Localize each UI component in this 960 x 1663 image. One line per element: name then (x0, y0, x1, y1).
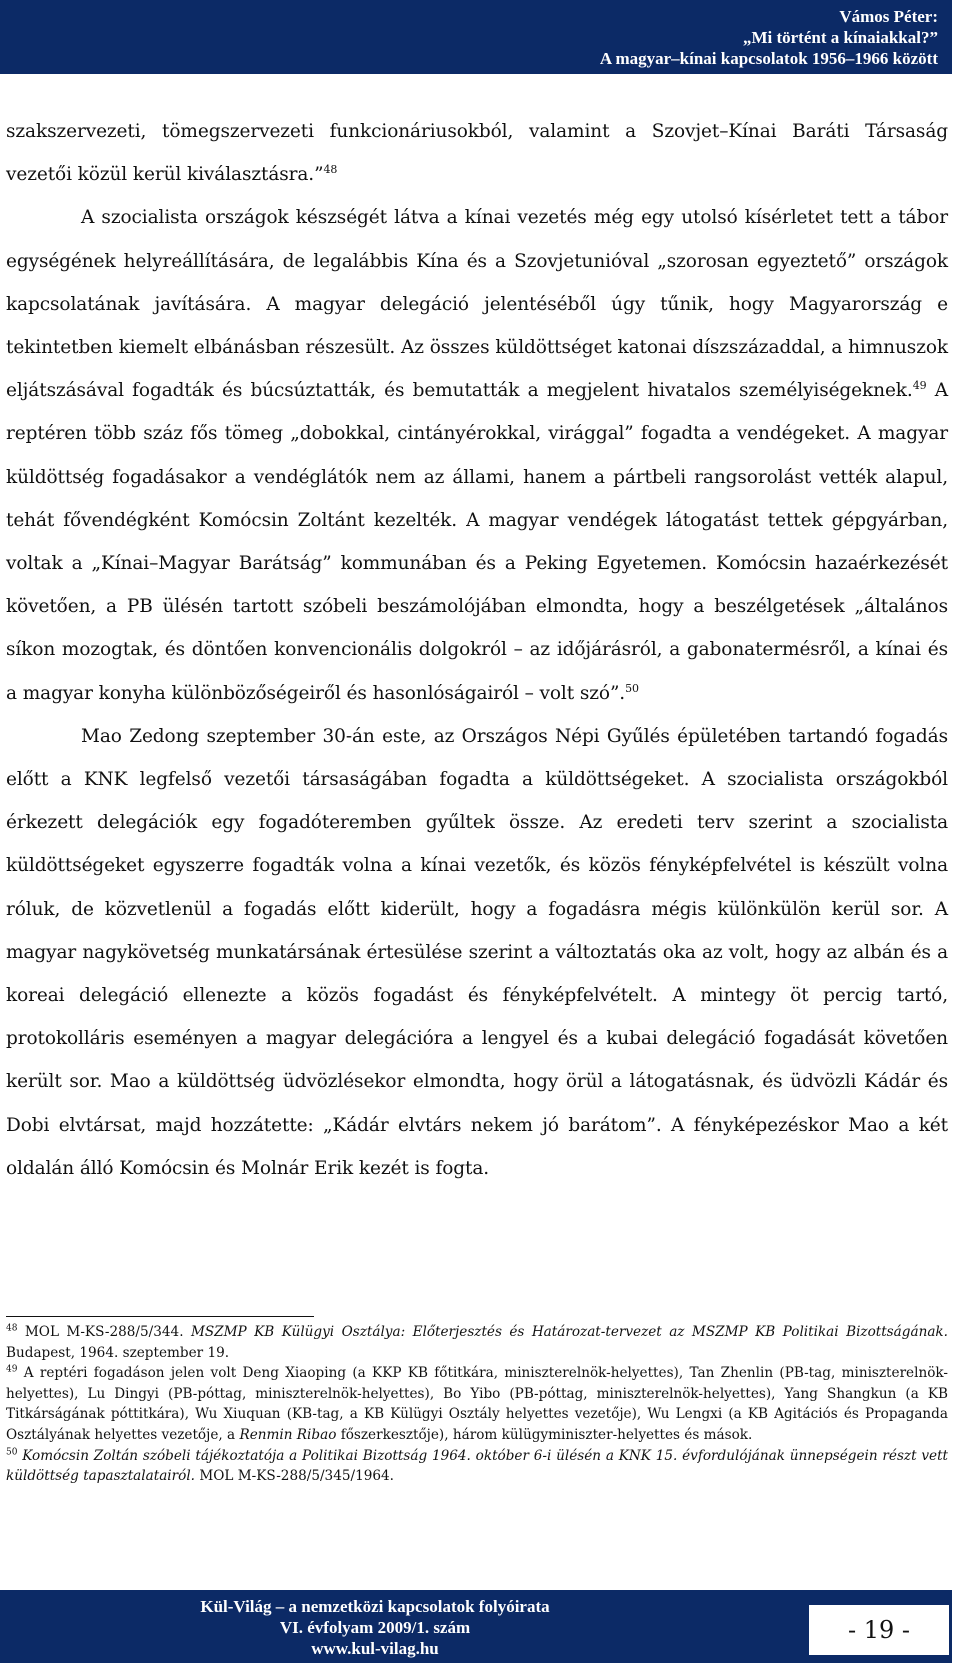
footer-journal-title: Kül-Világ – a nemzetközi kapcsolatok folyóirata (200, 1597, 550, 1616)
footnote-49: $^{49}$ A reptéri fogadáson jelen volt Deng Xiaoping (a KKP KB főtitkára, miniszterelnök-helyettes), Tan Zhenlin (PB-tag, miniszterelnök-helyettes), Lu Dingyi (PB-póttag, miniszterelnök-helyettes), Bo Yibo (PB-póttag, miniszterelnök-helyettes), Yang Shangkun (a KB Titkárságának póttitkára), Wu Xiuquan (KB-tag, a KB Külügyi Osztály helyettes vezetője), Wu Lengxi (a KB Agitációs és Propaganda Osztályának helyettes vezetője, a Renmin Ribao főszerkesztője), három külügyminiszter-helyettes és mások. (6, 1364, 948, 1443)
footnote-ref-48[interactable]: 48 (323, 163, 338, 177)
footnote-ref-49[interactable]: 49 (912, 379, 927, 393)
footnote-48: $^{48}$ MOL M-KS-288/5/344. MSZMP KB Külügyi Osztálya: Előterjesztés és Határozat-tervezet az MSZMP KB Politikai Bizottságának. Budapest, 1964. szeptember 19. (6, 1323, 948, 1361)
paragraph-1: szakszervezeti, tömegszervezeti funkcionáriusokból, valamint a Szovjet–Kínai Baráti Társaság vezetői közül kerül kiválasztásra.”$^{48}$ (6, 121, 948, 186)
footer-issue: VI. évfolyam 2009/1. szám (279, 1618, 471, 1637)
footer-website-link[interactable]: www.kul-vilag.hu (311, 1639, 439, 1658)
footnote-separator (6, 1316, 314, 1317)
header-author: Vámos Péter: (839, 7, 938, 26)
header-citation (600, 6, 938, 69)
page-header (0, 0, 952, 74)
footnote-50: $^{50}$ Komócsin Zoltán szóbeli tájékoztatója a Politikai Bizottság 1964. október 6-i ülésén a KNK 15. évfordulójának ünnepségein részt vett küldöttség tapasztalatairól. MOL M-KS-288/5/345/1964. (6, 1447, 948, 1485)
paragraph-3: Mao Zedong szeptember 30-án este, az Országos Népi Gyűlés épületében tartandó fogadás előtt a KNK legfelső vezetői társaságában fogadta a küldöttségeket. A szocialista országokból érkezett delegációk egy fogadóteremben gyűltek össze. Az eredeti terv szerint a szocialista küldöttségeket egyszerre fogadták volna a kínai vezetők, és közös fényképfelvétel is készült volna róluk, de közvetlenül a fogadás előtt kiderült, hogy a fogadásra mégis különkülön kerül sor. A magyar nagykövetség munkatársának értesülése szerint a változtatás oka az volt, hogy az albán és a koreai delegáció ellenezte a közös fogadást és fényképfelvételt. A mintegy öt percig tartó, protokolláris eseményen a magyar delegációra a lengyel és a kubai delegáció fogadását követően került sor. Mao a küldöttség üdvözlésekor elmondta, hogy örül a látogatásnak, és üdvözli Kádár és Dobi elvtársat, majd hozzátette: „Kádár elvtárs nekem jó barátom”. A fényképezéskor Mao a két oldalán álló Komócsin és Molnár Erik kezét is fogta. (6, 725, 948, 1179)
article-body (6, 110, 948, 1190)
header-title: „Mi történt a kínaiakkal?” (742, 28, 938, 47)
paragraph-2: A szocialista országok készségét látva a kínai vezetés még egy utolsó kísérletet tett a tábor egységének helyreállítására, de legalábbis Kína és a Szovjetunióval „szorosan egyeztető” országok kapcsolatának javítására. A magyar delegáció jelentéséből úgy tűnik, hogy Magyarország e tekintetben kiemelt elbánásban részesült. Az összes küldöttséget katonai díszszázaddal, a himnuszok eljátszásával fogadták és búcsúztatták, és bemutatták a megjelent hivatalos személyiségeknek.$^{49}$ A reptéren több száz fős tömeg „dobokkal, cintányérokkal, virággal” fogadta a vendégeket. A magyar küldöttség fogadásakor a vendéglátók nem az állami, hanem a pártbeli rangsorolást vették alapul, tehát fővendégként Komócsin Zoltánt kezelték. A magyar vendégek látogatást tettek gépgyárban, voltak a „Kínai–Magyar Barátság” kommunában és a Peking Egyetemen. Komócsin hazaérkezését követően, a PB ülésén tartott szóbeli beszámolójában elmondta, hogy a beszélgetések „általános síkon mozogtak, és döntően konvencionális dolgokról – az időjárásról, a gabonatermésről, a kínai és a magyar konyha különbözőségeiről és hasonlóságairól – volt szó”.$^{50}$ (6, 207, 948, 704)
footnotes (6, 1322, 948, 1487)
footnote-ref-50[interactable]: 50 (625, 681, 639, 695)
header-subtitle: A magyar–kínai kapcsolatok 1956–1966 között (599, 49, 938, 68)
page-number: - 19 - (808, 1604, 950, 1656)
footer-journal-info (0, 1596, 750, 1659)
